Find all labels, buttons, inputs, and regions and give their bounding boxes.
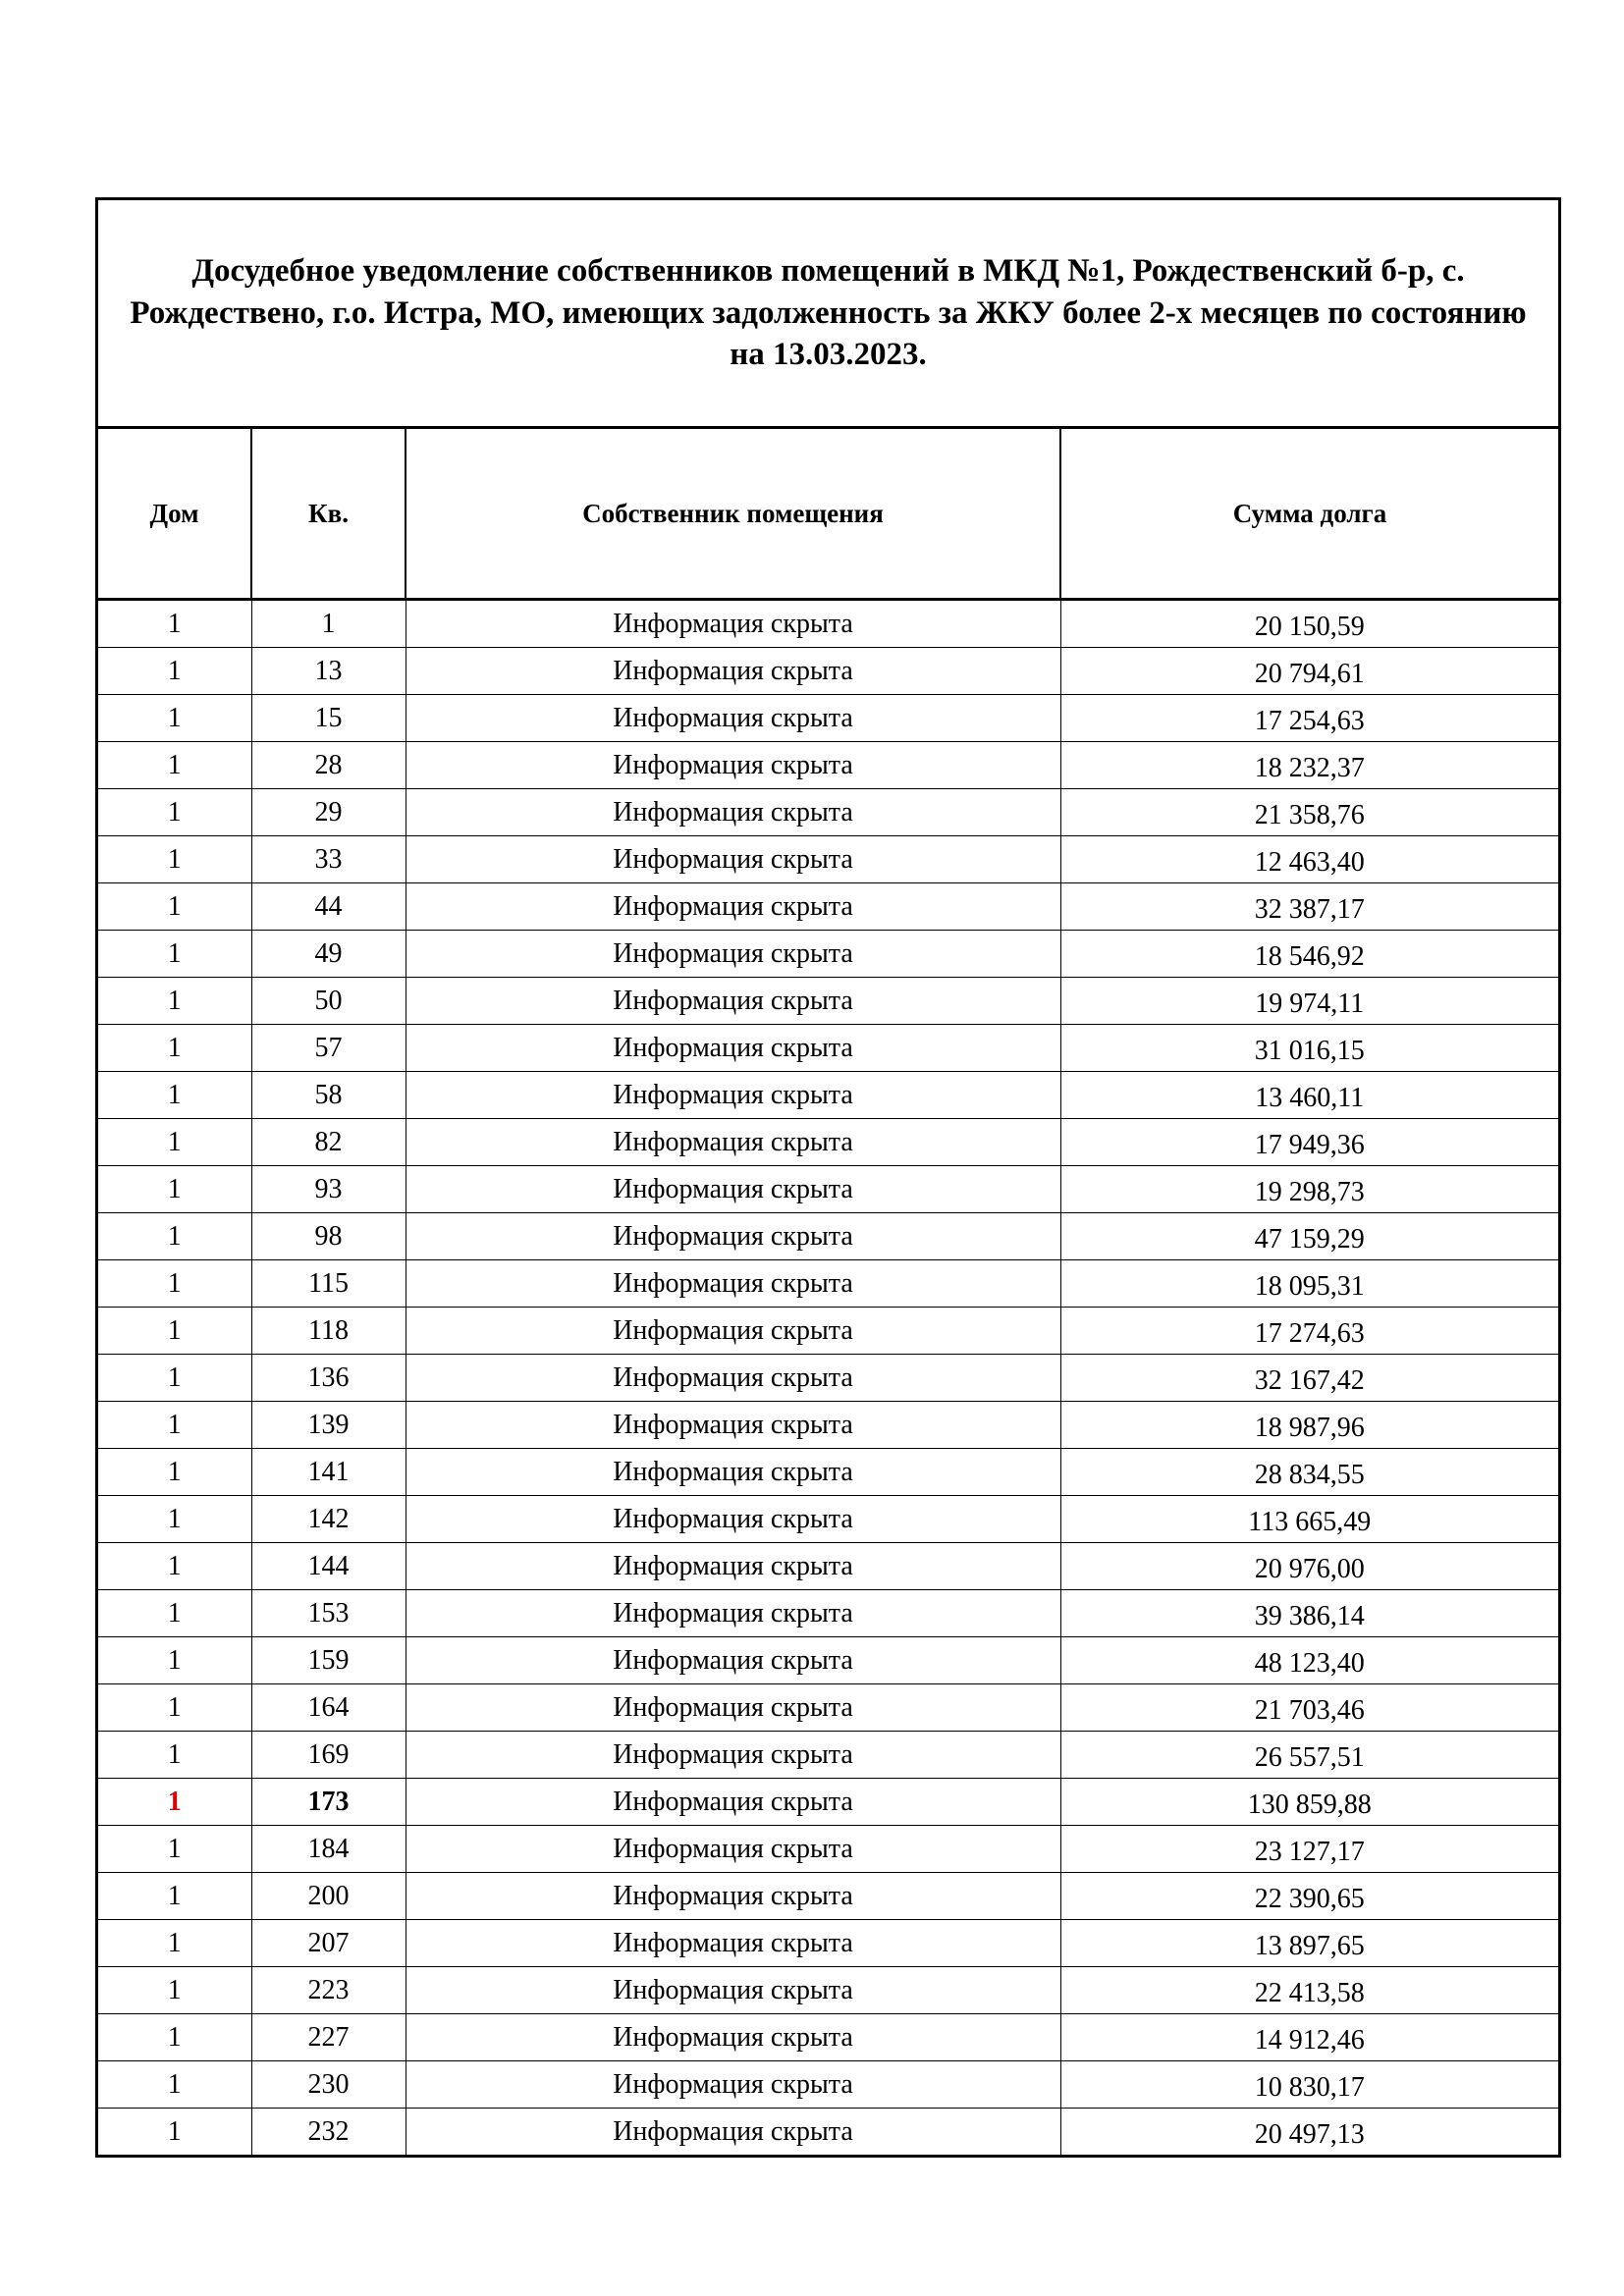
table-row bbox=[98, 1449, 1558, 1496]
cell-apartment: 82 bbox=[251, 1119, 406, 1166]
cell-house: 1 bbox=[98, 1449, 251, 1496]
cell-house: 1 bbox=[98, 1166, 251, 1213]
cell-house: 1 bbox=[98, 1779, 251, 1826]
cell-apartment: 50 bbox=[251, 978, 406, 1025]
cell-apartment: 153 bbox=[251, 1590, 406, 1637]
cell-apartment: 33 bbox=[251, 836, 406, 883]
cell-apartment: 159 bbox=[251, 1637, 406, 1684]
cell-house: 1 bbox=[98, 789, 251, 836]
cell-house: 1 bbox=[98, 1260, 251, 1308]
header-owner: Собственник помещения bbox=[406, 429, 1060, 600]
cell-debt-sum: 17 254,63 bbox=[1060, 695, 1558, 742]
table-row bbox=[98, 1590, 1558, 1637]
cell-owner: Информация скрыта bbox=[406, 1119, 1060, 1166]
cell-owner: Информация скрыта bbox=[406, 789, 1060, 836]
cell-debt-sum: 32 387,17 bbox=[1060, 883, 1558, 931]
cell-house: 1 bbox=[98, 1213, 251, 1260]
cell-house: 1 bbox=[98, 1308, 251, 1355]
cell-debt-sum: 32 167,42 bbox=[1060, 1355, 1558, 1402]
cell-apartment: 173 bbox=[251, 1779, 406, 1826]
table-row bbox=[98, 1402, 1558, 1449]
cell-house: 1 bbox=[98, 1543, 251, 1590]
cell-apartment: 230 bbox=[251, 2061, 406, 2109]
cell-debt-sum: 47 159,29 bbox=[1060, 1213, 1558, 1260]
cell-debt-sum: 22 413,58 bbox=[1060, 1967, 1558, 2014]
cell-apartment: 227 bbox=[251, 2014, 406, 2061]
cell-house: 1 bbox=[98, 1355, 251, 1402]
cell-apartment: 232 bbox=[251, 2109, 406, 2156]
cell-apartment: 13 bbox=[251, 648, 406, 695]
cell-apartment: 207 bbox=[251, 1920, 406, 1967]
cell-debt-sum: 26 557,51 bbox=[1060, 1732, 1558, 1779]
cell-debt-sum: 14 912,46 bbox=[1060, 2014, 1558, 2061]
table-row bbox=[98, 1637, 1558, 1684]
table-row bbox=[98, 1826, 1558, 1873]
table-row bbox=[98, 1496, 1558, 1543]
cell-owner: Информация скрыта bbox=[406, 1779, 1060, 1826]
cell-debt-sum: 19 974,11 bbox=[1060, 978, 1558, 1025]
cell-house: 1 bbox=[98, 1025, 251, 1072]
cell-owner: Информация скрыта bbox=[406, 883, 1060, 931]
cell-house: 1 bbox=[98, 883, 251, 931]
cell-debt-sum: 130 859,88 bbox=[1060, 1779, 1558, 1826]
table-row bbox=[98, 1260, 1558, 1308]
cell-apartment: 136 bbox=[251, 1355, 406, 1402]
header-sum: Сумма долга bbox=[1060, 429, 1558, 600]
cell-debt-sum: 19 298,73 bbox=[1060, 1166, 1558, 1213]
cell-owner: Информация скрыта bbox=[406, 1025, 1060, 1072]
cell-debt-sum: 13 897,65 bbox=[1060, 1920, 1558, 1967]
table-row bbox=[98, 1967, 1558, 2014]
cell-owner: Информация скрыта bbox=[406, 742, 1060, 789]
cell-apartment: 144 bbox=[251, 1543, 406, 1590]
table-row bbox=[98, 695, 1558, 742]
cell-owner: Информация скрыта bbox=[406, 1590, 1060, 1637]
cell-owner: Информация скрыта bbox=[406, 1826, 1060, 1873]
cell-owner: Информация скрыта bbox=[406, 2109, 1060, 2156]
table-row bbox=[98, 1213, 1558, 1260]
cell-house: 1 bbox=[98, 931, 251, 978]
cell-owner: Информация скрыта bbox=[406, 1967, 1060, 2014]
cell-owner: Информация скрыта bbox=[406, 1684, 1060, 1732]
table-row bbox=[98, 1732, 1558, 1779]
cell-apartment: 141 bbox=[251, 1449, 406, 1496]
cell-owner: Информация скрыта bbox=[406, 1496, 1060, 1543]
cell-debt-sum: 31 016,15 bbox=[1060, 1025, 1558, 1072]
cell-debt-sum: 48 123,40 bbox=[1060, 1637, 1558, 1684]
cell-owner: Информация скрыта bbox=[406, 836, 1060, 883]
table-row bbox=[98, 742, 1558, 789]
cell-house: 1 bbox=[98, 1402, 251, 1449]
cell-house: 1 bbox=[98, 648, 251, 695]
cell-debt-sum: 20 497,13 bbox=[1060, 2109, 1558, 2156]
cell-debt-sum: 21 358,76 bbox=[1060, 789, 1558, 836]
cell-apartment: 200 bbox=[251, 1873, 406, 1920]
table-row bbox=[98, 1355, 1558, 1402]
cell-house: 1 bbox=[98, 2014, 251, 2061]
cell-owner: Информация скрыта bbox=[406, 1449, 1060, 1496]
cell-owner: Информация скрыта bbox=[406, 648, 1060, 695]
table-row bbox=[98, 648, 1558, 695]
cell-house: 1 bbox=[98, 1732, 251, 1779]
cell-house: 1 bbox=[98, 695, 251, 742]
cell-debt-sum: 21 703,46 bbox=[1060, 1684, 1558, 1732]
cell-apartment: 57 bbox=[251, 1025, 406, 1072]
cell-owner: Информация скрыта bbox=[406, 2014, 1060, 2061]
cell-apartment: 93 bbox=[251, 1166, 406, 1213]
cell-debt-sum: 113 665,49 bbox=[1060, 1496, 1558, 1543]
table-row bbox=[98, 931, 1558, 978]
cell-owner: Информация скрыта bbox=[406, 1402, 1060, 1449]
cell-debt-sum: 12 463,40 bbox=[1060, 836, 1558, 883]
cell-house: 1 bbox=[98, 1920, 251, 1967]
cell-apartment: 58 bbox=[251, 1072, 406, 1119]
cell-house: 1 bbox=[98, 2061, 251, 2109]
cell-debt-sum: 17 949,36 bbox=[1060, 1119, 1558, 1166]
cell-house: 1 bbox=[98, 1967, 251, 2014]
cell-apartment: 118 bbox=[251, 1308, 406, 1355]
document-title: Досудебное уведомление собственников помещений в МКД №1, Рождественский б-р, с. Рождествено, г.о. Истра, МО, имеющих задолженность за ЖКУ более 2-х месяцев по состоянию на 13.03.2023. bbox=[130, 252, 1527, 373]
cell-debt-sum: 39 386,14 bbox=[1060, 1590, 1558, 1637]
cell-debt-sum: 20 976,00 bbox=[1060, 1543, 1558, 1590]
debt-notice-sheet bbox=[95, 197, 1561, 2158]
table-row bbox=[98, 1119, 1558, 1166]
cell-owner: Информация скрыта bbox=[406, 1213, 1060, 1260]
cell-apartment: 98 bbox=[251, 1213, 406, 1260]
cell-house: 1 bbox=[98, 1072, 251, 1119]
cell-owner: Информация скрыта bbox=[406, 1873, 1060, 1920]
cell-apartment: 164 bbox=[251, 1684, 406, 1732]
table-row bbox=[98, 1543, 1558, 1590]
cell-debt-sum: 23 127,17 bbox=[1060, 1826, 1558, 1873]
cell-apartment: 44 bbox=[251, 883, 406, 931]
cell-house: 1 bbox=[98, 1684, 251, 1732]
header-dom: Дом bbox=[98, 429, 251, 600]
cell-apartment: 139 bbox=[251, 1402, 406, 1449]
cell-debt-sum: 10 830,17 bbox=[1060, 2061, 1558, 2109]
cell-apartment: 223 bbox=[251, 1967, 406, 2014]
table-row bbox=[98, 1308, 1558, 1355]
cell-apartment: 29 bbox=[251, 789, 406, 836]
table-row bbox=[98, 2061, 1558, 2109]
cell-house: 1 bbox=[98, 836, 251, 883]
title-box bbox=[98, 200, 1558, 429]
cell-house: 1 bbox=[98, 978, 251, 1025]
table-row bbox=[98, 1873, 1558, 1920]
table-row bbox=[98, 789, 1558, 836]
table-row bbox=[98, 1025, 1558, 1072]
cell-house: 1 bbox=[98, 1826, 251, 1873]
cell-debt-sum: 13 460,11 bbox=[1060, 1072, 1558, 1119]
cell-owner: Информация скрыта bbox=[406, 2061, 1060, 2109]
cell-house: 1 bbox=[98, 2109, 251, 2156]
cell-apartment: 15 bbox=[251, 695, 406, 742]
table-body bbox=[98, 600, 1558, 2156]
cell-house: 1 bbox=[98, 600, 251, 648]
cell-owner: Информация скрыта bbox=[406, 1637, 1060, 1684]
cell-house: 1 bbox=[98, 1873, 251, 1920]
cell-owner: Информация скрыта bbox=[406, 978, 1060, 1025]
cell-debt-sum: 17 274,63 bbox=[1060, 1308, 1558, 1355]
table-row bbox=[98, 1920, 1558, 1967]
cell-debt-sum: 22 390,65 bbox=[1060, 1873, 1558, 1920]
cell-debt-sum: 18 546,92 bbox=[1060, 931, 1558, 978]
cell-debt-sum: 18 987,96 bbox=[1060, 1402, 1558, 1449]
table-row bbox=[98, 2109, 1558, 2156]
cell-apartment: 49 bbox=[251, 931, 406, 978]
cell-apartment: 169 bbox=[251, 1732, 406, 1779]
cell-debt-sum: 18 095,31 bbox=[1060, 1260, 1558, 1308]
cell-debt-sum: 28 834,55 bbox=[1060, 1449, 1558, 1496]
cell-owner: Информация скрыта bbox=[406, 600, 1060, 648]
cell-owner: Информация скрыта bbox=[406, 1355, 1060, 1402]
table-row bbox=[98, 600, 1558, 648]
cell-apartment: 115 bbox=[251, 1260, 406, 1308]
table-row bbox=[98, 1684, 1558, 1732]
cell-owner: Информация скрыта bbox=[406, 931, 1060, 978]
table-row bbox=[98, 978, 1558, 1025]
cell-owner: Информация скрыта bbox=[406, 1166, 1060, 1213]
header-kv: Кв. bbox=[251, 429, 406, 600]
cell-owner: Информация скрыта bbox=[406, 1920, 1060, 1967]
cell-house: 1 bbox=[98, 1590, 251, 1637]
table-row bbox=[98, 1072, 1558, 1119]
table-row bbox=[98, 883, 1558, 931]
table-row bbox=[98, 836, 1558, 883]
table-row bbox=[98, 1166, 1558, 1213]
cell-owner: Информация скрыта bbox=[406, 1260, 1060, 1308]
cell-owner: Информация скрыта bbox=[406, 1308, 1060, 1355]
table-row bbox=[98, 1779, 1558, 1826]
cell-owner: Информация скрыта bbox=[406, 1543, 1060, 1590]
header-row bbox=[98, 429, 1558, 600]
cell-apartment: 28 bbox=[251, 742, 406, 789]
cell-house: 1 bbox=[98, 742, 251, 789]
cell-apartment: 1 bbox=[251, 600, 406, 648]
cell-house: 1 bbox=[98, 1119, 251, 1166]
debt-table bbox=[98, 429, 1558, 2155]
cell-debt-sum: 18 232,37 bbox=[1060, 742, 1558, 789]
cell-house: 1 bbox=[98, 1637, 251, 1684]
cell-debt-sum: 20 794,61 bbox=[1060, 648, 1558, 695]
cell-house: 1 bbox=[98, 1496, 251, 1543]
cell-apartment: 184 bbox=[251, 1826, 406, 1873]
cell-apartment: 142 bbox=[251, 1496, 406, 1543]
cell-owner: Информация скрыта bbox=[406, 695, 1060, 742]
cell-owner: Информация скрыта bbox=[406, 1732, 1060, 1779]
cell-owner: Информация скрыта bbox=[406, 1072, 1060, 1119]
table-row bbox=[98, 2014, 1558, 2061]
cell-debt-sum: 20 150,59 bbox=[1060, 600, 1558, 648]
